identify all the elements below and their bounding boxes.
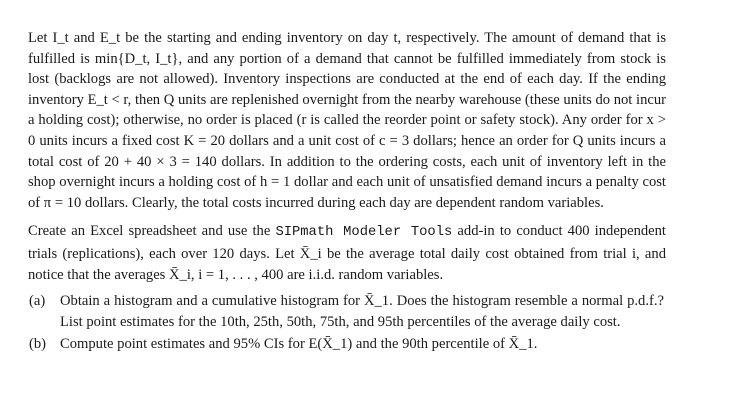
tool-name: SIPmath Modeler Tools bbox=[275, 225, 453, 241]
question-label-b: (b) bbox=[29, 336, 47, 353]
instructions-intro: Create an Excel spreadsheet and use the bbox=[28, 223, 276, 240]
instructions-rest: add-in to conduct 400 independent trials (replications), each over 120 days. Let X̄_i be the average total daily cost obtained from trial i, and notice that the averages X̄_i, i = 1, . . . , 400 are i.i.d. random variables. bbox=[28, 223, 666, 283]
paragraph-instructions bbox=[28, 221, 666, 285]
question-text-b: Compute point estimates and 95% CIs for E(X̄_1) and the 90th percentile of X̄_1. bbox=[60, 336, 538, 353]
question-list bbox=[28, 291, 666, 355]
question-label-a: (a) bbox=[29, 293, 46, 310]
question-item-b bbox=[28, 334, 666, 355]
question-item-a bbox=[28, 291, 666, 332]
problem-statement bbox=[28, 28, 666, 357]
paragraph-inventory-model: Let I_t and E_t be the starting and ending inventory on day t, respectively. The amount of demand that is fulfilled is min{D_t, I_t}, and any portion of a demand that cannot be fulfilled immediately from stock is lost (backlogs are not allowed). Inventory inspections are conducted at the end of each day. If the ending inventory E_t < r, then Q units are replenished overnight from the nearby warehouse (these units do not incur a holding cost); otherwise, no order is placed (r is called the reorder point or safety stock). Any order for x > 0 units incurs a fixed cost K = 20 dollars and a unit cost of c = 3 dollars; hence an order for Q units incurs a total cost of 20 + 40 × 3 = 140 dollars. In addition to the ordering costs, each unit of inventory left in the shop overnight incurs a holding cost of h = 1 dollar and each unit of unsatisfied demand incurs a penalty cost of π = 10 dollars. Clearly, the total costs incurred during each day are dependent random variables. bbox=[28, 30, 666, 211]
question-text-a: Obtain a histogram and a cumulative histogram for X̄_1. Does the histogram resemble a normal p.d.f.? List point estimates for the 10th, 25th, 50th, 75th, and 95th percentiles of the average daily cost. bbox=[60, 293, 664, 330]
